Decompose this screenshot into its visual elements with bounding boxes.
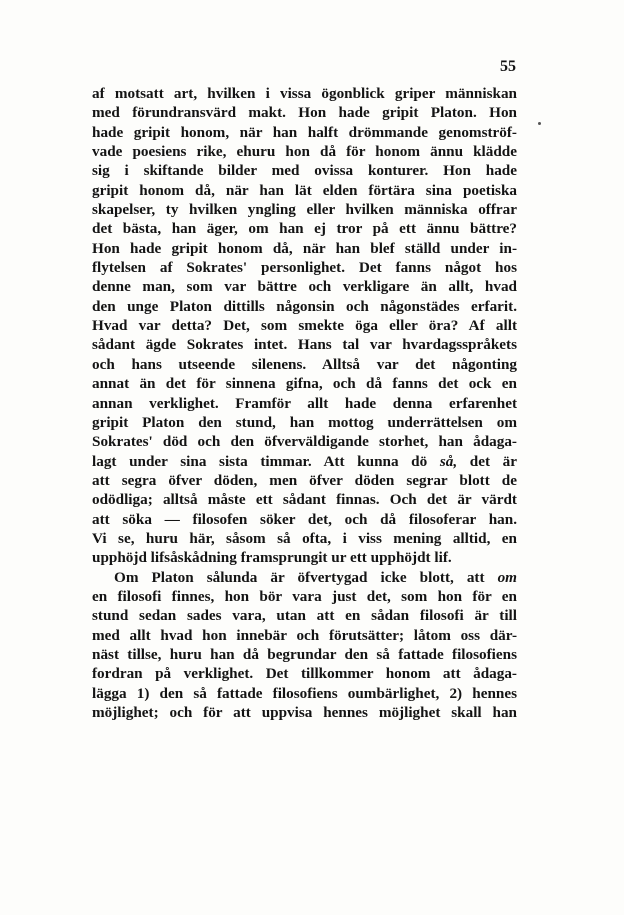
text-line-emphasis: om <box>497 568 517 586</box>
text-line <box>92 374 517 393</box>
text-line-main: odödliga; alltså måste ett sådant finnas. Och det är värdt <box>92 491 517 509</box>
text-line <box>92 277 517 296</box>
text-line-main: Hvad var detta? Det, som smekte öga eller öra? Af allt <box>92 317 517 335</box>
text-line-main: fordran på verklighet. Det tillkommer honom att ådaga- <box>92 665 517 683</box>
body-text <box>92 84 517 722</box>
text-line <box>92 297 517 316</box>
text-line-main: sig i skiftande bilder med ovissa konturer. Hon hade <box>92 162 517 180</box>
text-line <box>92 510 517 529</box>
text-line-main: annan verklighet. Framför allt hade denna erfarenhet <box>92 394 517 412</box>
text-line <box>92 103 517 122</box>
text-line-tail: det är <box>457 452 517 470</box>
text-line <box>92 432 517 451</box>
text-line-main: det bästa, han äger, om han ej tror på ett ännu bättre? <box>92 220 517 238</box>
text-line-main: flytelsen af Sokrates' personlighet. Det fanns något hos <box>92 259 517 277</box>
text-line <box>92 626 517 645</box>
text-line <box>92 490 517 509</box>
text-line-main: Sokrates' död och den öfverväldigande storhet, han ådaga- <box>92 433 517 451</box>
text-line-main: sådant ägde Sokrates intet. Hans tal var hvardagsspråkets <box>92 336 517 354</box>
text-line-main: att söka — filosofen söker det, och då filosoferar han. <box>92 510 517 528</box>
text-line-main: stund sedan sades vara, utan att en sådan filosofi är till <box>92 607 517 625</box>
text-line <box>92 181 517 200</box>
text-line <box>92 219 517 238</box>
text-line-main: skapelser, ty hvilken yngling eller hvilken människa offrar <box>92 201 517 219</box>
text-line <box>92 413 517 432</box>
text-line-main: denne man, som var bättre och verkligare än allt, hvad <box>92 278 517 296</box>
text-line-main: den unge Platon dittills någonsin och någonstädes erfarit. <box>92 297 517 315</box>
text-line <box>92 84 517 103</box>
text-line <box>92 239 517 258</box>
text-line-main: lägga 1) den så fattade filosofiens oumbärlighet, 2) hennes <box>92 684 517 702</box>
text-line <box>92 703 517 722</box>
text-line-main: gripit Platon den stund, han mottog underrättelsen om <box>92 413 517 431</box>
text-line-main: Vi se, huru här, såsom så ofta, i viss mening alltid, en <box>92 529 517 547</box>
text-line-emphasis: så, <box>439 452 458 470</box>
text-line-main: annat än det för sinnena gifna, och då fanns det ock en <box>92 375 517 393</box>
text-line <box>92 335 517 354</box>
text-line <box>92 664 517 683</box>
text-line <box>92 355 517 374</box>
page-number: 55 <box>500 58 516 75</box>
text-line-main: hade gripit honom, när han halft drömmande genomströf- <box>92 123 517 141</box>
text-line-main: upphöjd lifsåskådning framsprungit ur ett upphöjdt lif. <box>92 549 452 567</box>
text-line <box>92 123 517 142</box>
text-line-main: lagt under sina sista timmar. Att kunna dö <box>92 452 440 470</box>
text-line <box>92 587 517 606</box>
text-line <box>92 316 517 335</box>
text-line <box>92 529 517 548</box>
text-line-main: och hans utseende silenens. Alltså var det någonting <box>92 355 517 373</box>
text-line <box>92 161 517 180</box>
text-line-main: med allt hvad hon innebär och förutsätter; låtom oss där- <box>92 626 517 644</box>
text-line <box>92 452 517 471</box>
text-line <box>92 200 517 219</box>
text-line <box>92 142 517 161</box>
text-line-main: gripit honom då, när han lät elden förtära sina poetiska <box>92 181 517 199</box>
text-line <box>92 606 517 625</box>
text-line <box>92 394 517 413</box>
text-line <box>92 258 517 277</box>
text-line <box>92 684 517 703</box>
text-line-main: en filosofi finnes, hon bör vara just det, som hon för en <box>92 587 517 605</box>
text-line-main: att segra öfver döden, men öfver döden segrar blott de <box>92 471 517 489</box>
text-line-main: näst tillse, huru han då begrundar den så fattade filosofiens <box>92 645 517 663</box>
text-line <box>92 568 517 587</box>
text-line-main: Hon hade gripit honom då, när han blef ställd under in- <box>92 239 517 257</box>
text-line <box>92 548 517 567</box>
text-line-main: Om Platon sålunda är öfvertygad icke blott, att <box>114 568 498 586</box>
margin-speck <box>538 122 541 125</box>
text-line-main: vade poesiens rike, ehuru hon då för honom ännu klädde <box>92 143 517 161</box>
text-line <box>92 471 517 490</box>
text-line-main: möjlighet; och för att uppvisa hennes möjlighet skall han <box>92 704 517 721</box>
text-line-main: med förundransvärd makt. Hon hade gripit Platon. Hon <box>92 104 517 122</box>
text-line <box>92 645 517 664</box>
text-line-main: af motsatt art, hvilken i vissa ögonblick griper människan <box>92 85 517 102</box>
